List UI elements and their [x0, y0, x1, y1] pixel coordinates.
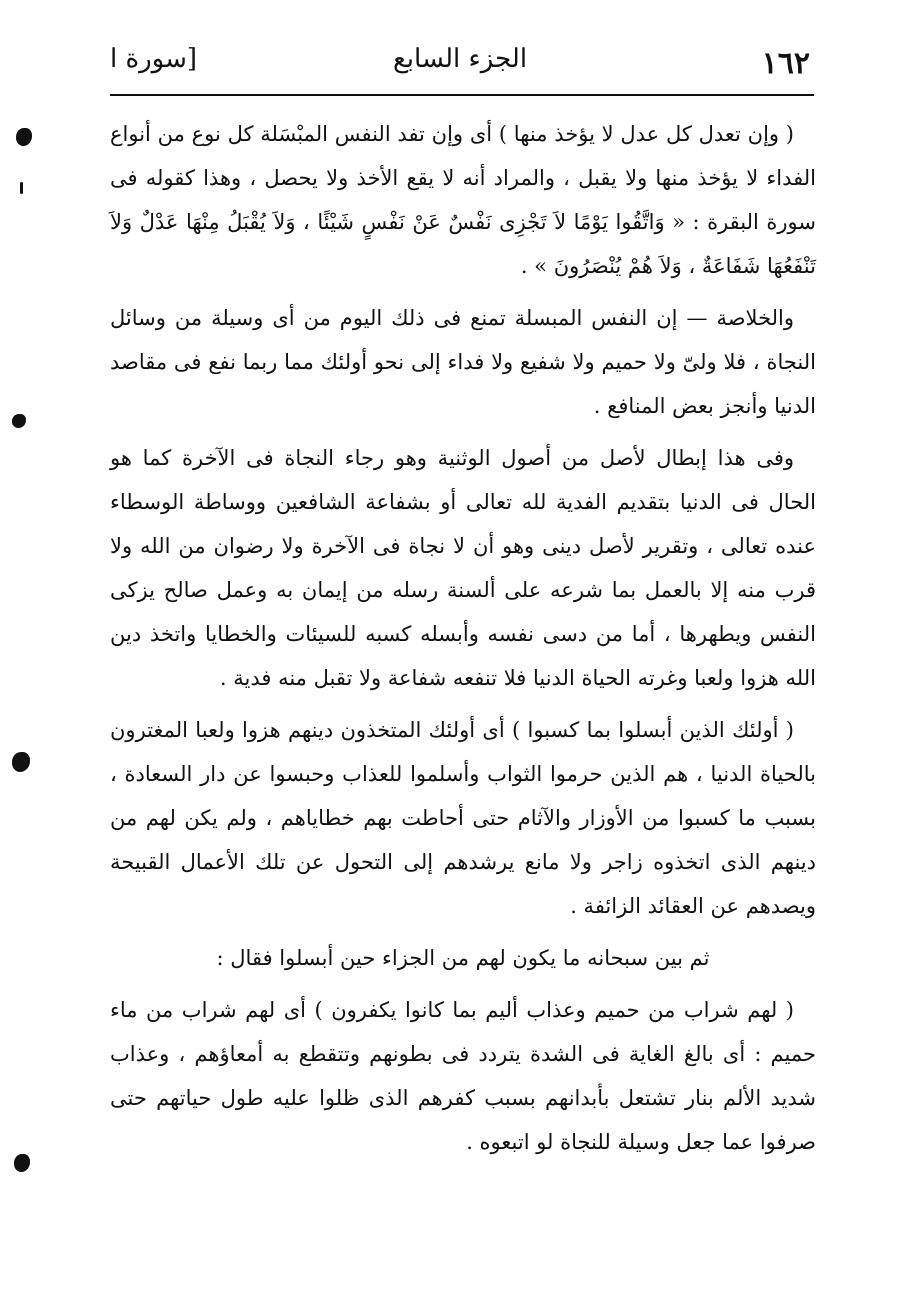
- paragraph-verse-fidya: ( وإن تعدل كل عدل لا يؤخذ منها ) أى وإن تفد النفس المبْسَلة كل نوع من أنواع الفداء لا يؤخذ منها ولا يقبل ، والمراد أنه لا يقع الأخذ ولا يحصل ، وهذا كقوله فى سورة البقرة : « وَاتَّقُوا يَوْمًا لاَ تَجْزِى نَفْسٌ عَنْ نَفْسٍ شَيْئًا ، وَلاَ يُقْبَلُ مِنْهَا عَدْلٌ وَلاَ تَنْفَعُهَا شَفَاعَةٌ ، وَلاَ هُمْ يُنْصَرُونَ » .: [110, 122, 816, 278]
- header-rule: [110, 94, 814, 96]
- paragraph-summary: والخلاصة — إن النفس المبسلة تمنع فى ذلك اليوم من أى وسيلة من وسائل النجاة ، فلا ولىّ ولا حميم ولا شفيع ولا فداء إلى نحو أولئك مما ربما نفع فى مقاصد الدنيا وأنجز بعض المنافع .: [110, 306, 816, 418]
- scan-blot: [12, 752, 30, 772]
- page-number: ١٦٢: [761, 46, 810, 81]
- running-title: الجزء السابع: [392, 44, 528, 74]
- scan-blot: [12, 414, 26, 428]
- surah-label: [سورة ا: [110, 44, 198, 74]
- scan-speck: [20, 182, 23, 194]
- scan-blot: [14, 1154, 30, 1172]
- paragraph-transition: ثم بين سبحانه ما يكون لهم من الجزاء حين أبسلوا فقال :: [216, 946, 710, 970]
- page-header: [110, 40, 810, 88]
- paragraph-ubsilu: ( أولئك الذين أبسلوا بما كسبوا ) أى أولئك المتخذون دينهم هزوا ولعبا المغترون بالحياة الدنيا ، هم الذين حرموا الثواب وأسلموا للعذاب وحبسوا عن دار السعادة ، بسبب ما كسبوا من الأوزار والآثام حتى أحاطت بهم خطاياهم ، ولم يكن لهم من دينهم الذى اتخذوه زاجر ولا مانع يرشدهم إلى التحول عن تلك الأعمال القبيحة ويصدهم عن العقائد الزائفة .: [110, 718, 816, 918]
- paragraph-hamim: ( لهم شراب من حميم وعذاب أليم بما كانوا يكفرون ) أى لهم شراب من ماء حميم : أى بالغ الغاية فى الشدة يتردد فى بطونهم وتتقطع به أمعاؤهم ، وعذاب شديد الألم بنار تشتعل بأبدانهم بسبب كفرهم الذى ظلوا عليه طول حياتهم حتى صرفوا عما جعل وسيلة للنجاة لو اتبعوه .: [110, 998, 816, 1154]
- scan-blot: [16, 128, 32, 146]
- paragraph-idolatry: وفى هذا إبطال لأصل من أصول الوثنية وهو رجاء النجاة فى الآخرة كما هو الحال فى الدنيا بتقديم الفدية لله تعالى أو بشفاعة الشافعين ووساطة الوسطاء عنده تعالى ، وتقرير لأصل دينى وهو أن لا نجاة فى الآخرة ولا رضوان من الله ولا قرب منه إلا بالعمل بما شرعه على ألسنة رسله من إيمان به وعمل صالح يزكى النفس ويطهرها ، أما من دسى نفسه وأبسله كسبه للسيئات والخطايا واتخذ دين الله هزوا ولعبا وغرته الحياة الدنيا فلا تنفعه شفاعة ولا تقبل منه فدية .: [110, 446, 816, 690]
- page-body: [110, 112, 816, 1172]
